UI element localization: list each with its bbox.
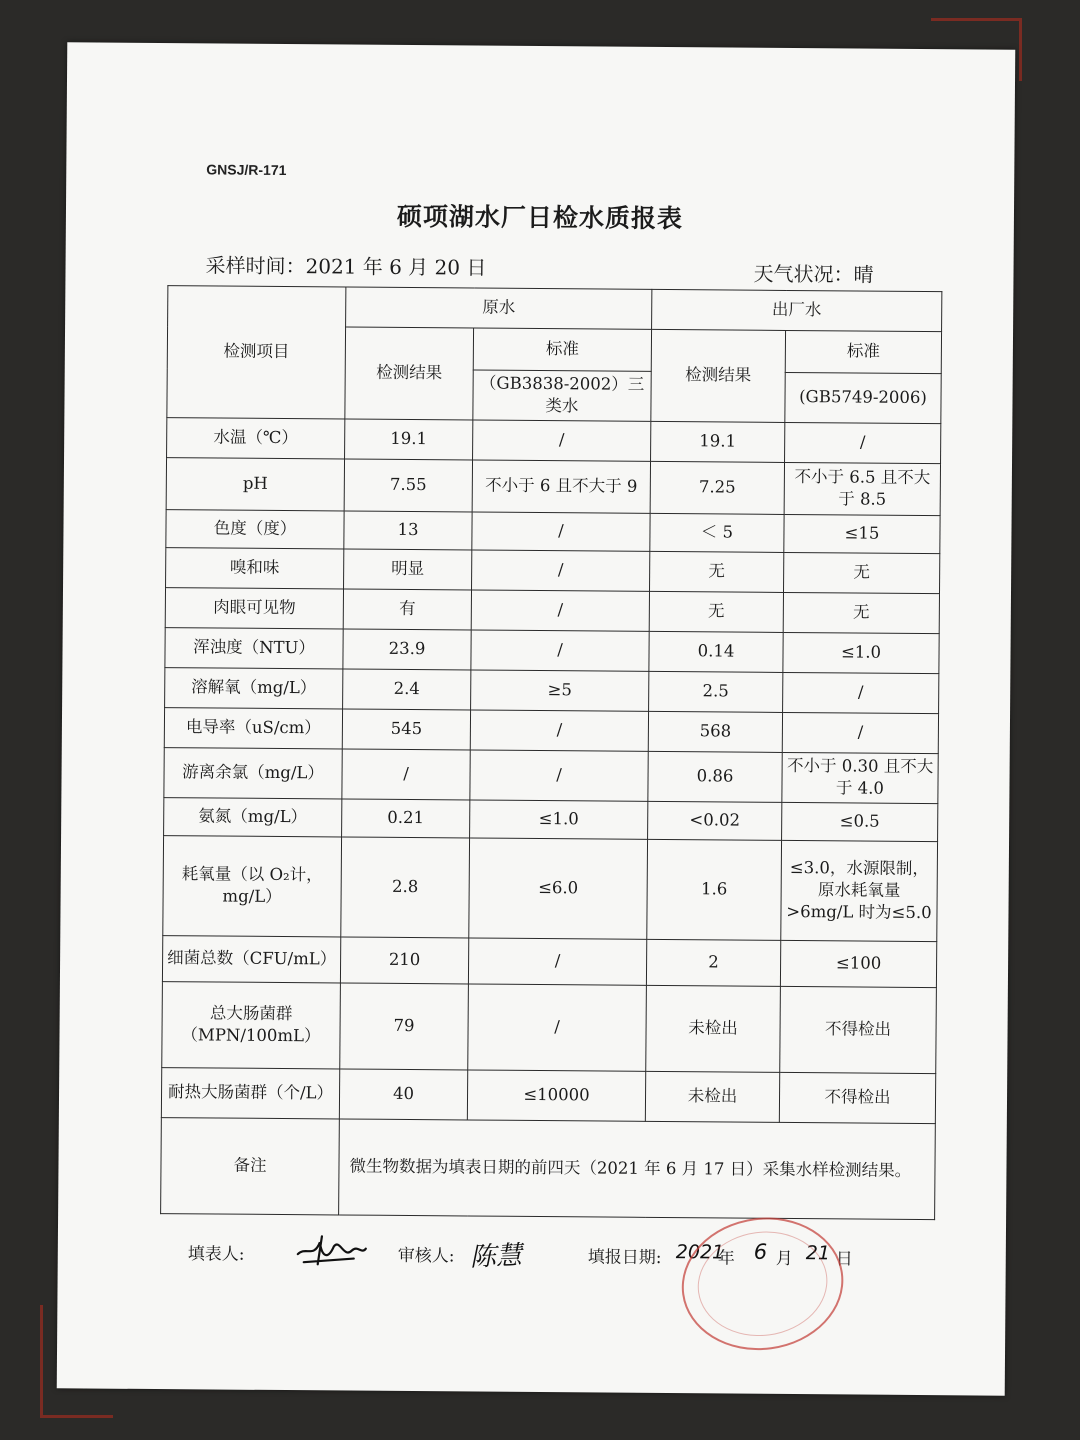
header-raw-water: 原水 bbox=[346, 287, 652, 329]
sampling-time: 采样时间：2021 年 6 月 20 日 bbox=[205, 253, 487, 280]
table-row bbox=[164, 707, 938, 753]
row-plant-standard: 不得检出 bbox=[780, 986, 937, 1073]
reviewer-label: 审核人: bbox=[397, 1245, 455, 1267]
row-raw-result: / bbox=[342, 749, 470, 800]
date-label: 填报日期: bbox=[587, 1247, 662, 1269]
row-raw-result: 有 bbox=[343, 589, 471, 630]
row-plant-standard: 无 bbox=[783, 592, 939, 633]
table-row bbox=[167, 417, 941, 463]
meta-row bbox=[205, 249, 874, 287]
table-row bbox=[165, 627, 939, 673]
row-item: 耐热大肠菌群（个/L） bbox=[161, 1067, 339, 1118]
remark-text: 微生物数据为填表日期的前四天（2021 年 6 月 17 日）采集水样检测结果。 bbox=[339, 1118, 936, 1219]
official-stamp bbox=[674, 1208, 852, 1360]
table-row bbox=[164, 797, 938, 841]
filler-label: 填表人: bbox=[187, 1244, 245, 1265]
row-plant-result: 0.86 bbox=[648, 751, 782, 802]
row-plant-standard: ≤15 bbox=[784, 514, 940, 553]
row-item: 嗅和味 bbox=[166, 547, 344, 588]
row-item: 溶解氧（mg/L） bbox=[165, 667, 343, 708]
row-plant-result: 2.5 bbox=[649, 671, 783, 712]
row-item: 色度（度） bbox=[166, 509, 344, 548]
row-item: 耗氧量（以 O₂计，mg/L） bbox=[163, 835, 342, 936]
row-plant-result: 7.25 bbox=[650, 461, 784, 514]
row-raw-result: 23.9 bbox=[343, 629, 471, 670]
date-day: 21 bbox=[805, 1242, 831, 1265]
row-plant-result: 0.14 bbox=[649, 631, 783, 672]
row-raw-standard: / bbox=[470, 710, 648, 751]
stamp-inner-ring bbox=[691, 1224, 834, 1344]
row-raw-result: 2.4 bbox=[343, 669, 471, 710]
row-plant-result: 未检出 bbox=[646, 985, 781, 1072]
header-raw-result: 检测结果 bbox=[345, 327, 474, 420]
table-row bbox=[163, 835, 938, 941]
table-row bbox=[165, 587, 939, 633]
row-raw-result: 7.55 bbox=[344, 459, 472, 512]
row-item: 肉眼可见物 bbox=[165, 587, 343, 628]
row-plant-standard: ≤3.0，水源限制，原水耗氧量>6mg/L 时为≤5.0 bbox=[781, 840, 938, 941]
row-raw-result: 19.1 bbox=[345, 419, 473, 460]
row-item: pH bbox=[166, 457, 344, 510]
form-code: GNSJ/R-171 bbox=[206, 161, 287, 179]
table-row bbox=[166, 547, 940, 593]
date-month: 6 bbox=[753, 1239, 768, 1264]
raw-standard-code: （GB3838-2002）三类水 bbox=[473, 370, 651, 421]
row-raw-result: 明显 bbox=[344, 549, 472, 590]
row-raw-standard: / bbox=[471, 590, 649, 631]
reviewer-signature: 陈慧 bbox=[469, 1240, 523, 1273]
header-item: 检测项目 bbox=[167, 286, 346, 419]
row-raw-standard: / bbox=[472, 512, 650, 551]
date-day-suffix: 日 bbox=[835, 1249, 853, 1270]
table-row bbox=[164, 747, 938, 803]
row-raw-result: 40 bbox=[339, 1069, 467, 1120]
row-raw-standard: ≤10000 bbox=[467, 1070, 645, 1121]
row-item: 氨氮（mg/L） bbox=[164, 797, 342, 836]
row-item: 总大肠菌群（MPN/100mL） bbox=[162, 981, 341, 1068]
report-sheet bbox=[57, 42, 1016, 1395]
plant-standard-code: (GB5749-2006) bbox=[785, 372, 941, 423]
row-plant-result: 568 bbox=[648, 711, 782, 752]
row-plant-result: 未检出 bbox=[645, 1071, 779, 1122]
row-raw-result: 545 bbox=[342, 709, 470, 750]
row-plant-standard: / bbox=[785, 422, 941, 463]
row-raw-standard: ≤1.0 bbox=[470, 800, 648, 839]
row-raw-result: 2.8 bbox=[341, 837, 470, 938]
row-plant-result: 无 bbox=[650, 551, 784, 592]
row-raw-standard: / bbox=[473, 420, 651, 461]
row-item: 浑浊度（NTU） bbox=[165, 627, 343, 668]
table-row bbox=[165, 667, 939, 713]
row-raw-standard: 不小于 6 且不大于 9 bbox=[472, 460, 650, 513]
row-plant-standard: ≤100 bbox=[780, 940, 936, 987]
row-raw-result: 79 bbox=[340, 983, 469, 1070]
row-raw-result: 210 bbox=[340, 937, 468, 984]
row-item: 游离余氯（mg/L） bbox=[164, 747, 342, 798]
row-plant-result: 2 bbox=[646, 939, 780, 986]
table-row bbox=[166, 509, 940, 553]
filler-signature bbox=[292, 1228, 370, 1273]
row-raw-standard: / bbox=[472, 550, 650, 591]
row-plant-standard: 无 bbox=[784, 552, 940, 593]
row-plant-result: ＜ 5 bbox=[650, 513, 784, 552]
row-plant-result: 19.1 bbox=[651, 421, 785, 462]
header-raw-standard: 标准 bbox=[473, 328, 651, 371]
row-raw-standard: / bbox=[470, 750, 648, 801]
report-title: 硕项湖水厂日检水质报表 bbox=[396, 201, 684, 234]
header-plant-result: 检测结果 bbox=[651, 329, 786, 422]
table-row bbox=[166, 457, 940, 515]
water-quality-table bbox=[160, 285, 942, 1220]
row-plant-result: <0.02 bbox=[648, 801, 782, 840]
row-plant-standard: 不小于 6.5 且不大于 8.5 bbox=[784, 462, 940, 515]
weather: 天气状况：晴 bbox=[753, 261, 874, 287]
row-raw-standard: ≥5 bbox=[471, 670, 649, 711]
row-plant-standard: / bbox=[783, 672, 939, 713]
header-plant-water: 出厂水 bbox=[652, 289, 942, 331]
row-raw-result: 13 bbox=[344, 511, 472, 550]
date-year-suffix: 年 bbox=[717, 1248, 735, 1269]
row-raw-standard: / bbox=[468, 938, 646, 985]
remark-label: 备注 bbox=[161, 1117, 340, 1214]
row-raw-standard: ≤6.0 bbox=[469, 838, 648, 939]
table-row bbox=[162, 981, 937, 1073]
row-plant-result: 无 bbox=[649, 591, 783, 632]
date-month-suffix: 月 bbox=[775, 1248, 793, 1270]
header-plant-standard: 标准 bbox=[785, 330, 941, 373]
date-year: 2021 bbox=[675, 1241, 725, 1264]
row-plant-standard: ≤1.0 bbox=[783, 632, 939, 673]
row-raw-standard: / bbox=[468, 984, 647, 1071]
row-raw-standard: / bbox=[471, 630, 649, 671]
table-row bbox=[162, 935, 936, 987]
row-raw-result: 0.21 bbox=[342, 799, 470, 838]
row-plant-standard: / bbox=[782, 712, 938, 753]
row-item: 细菌总数（CFU/mL） bbox=[162, 935, 340, 982]
row-plant-standard: 不得检出 bbox=[779, 1072, 935, 1123]
row-plant-standard: ≤0.5 bbox=[782, 802, 938, 841]
row-item: 电导率（uS/cm） bbox=[164, 707, 342, 748]
row-item: 水温（℃） bbox=[167, 417, 345, 458]
row-plant-result: 1.6 bbox=[647, 839, 782, 940]
table-row bbox=[161, 1067, 935, 1123]
row-plant-standard: 不小于 0.30 且不大于 4.0 bbox=[782, 752, 938, 803]
